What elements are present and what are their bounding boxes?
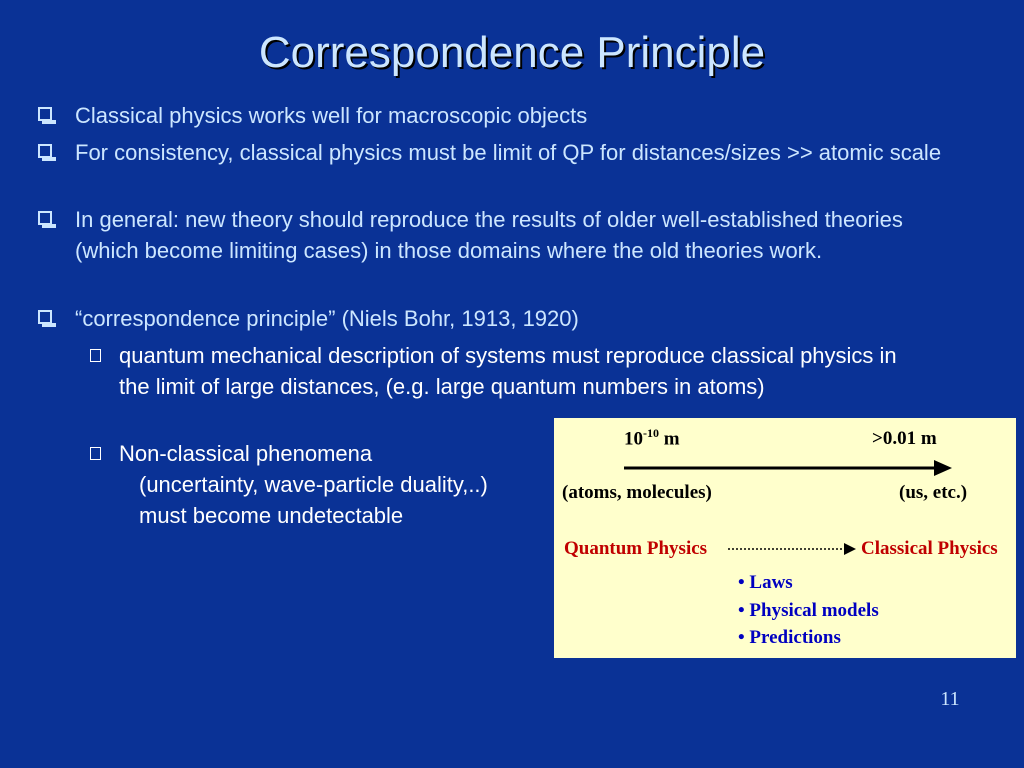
bullet-text: In general: new theory should reproduce the results of older well-established theories (which become limiting cases) in those domains where the old theories work. <box>75 207 903 263</box>
subbullet-text: Non-classical phenomena <box>119 441 373 466</box>
us-example: (us, etc.) <box>899 482 968 503</box>
subbullet-continuation: must become undetectable <box>139 503 404 528</box>
large-scale-label: >0.01 m <box>872 428 937 449</box>
checkbox-bullet-icon <box>38 107 52 121</box>
figure-item-predictions: • Predictions <box>738 627 841 648</box>
figure-item-laws: • Laws <box>738 572 793 593</box>
checkbox-bullet-icon <box>38 211 52 225</box>
checkbox-bullet-icon <box>38 310 52 324</box>
square-bullet-icon <box>90 349 101 362</box>
quantum-physics-label: Quantum Physics <box>564 538 708 559</box>
subbullet-text: quantum mechanical description of systems must reproduce classical physics in the limit of large distances, (e.g. large quantum numbers in atoms) <box>119 343 897 399</box>
bullet-text: Classical physics works well for macroscopic objects <box>75 103 588 128</box>
figure-item-models: • Physical models <box>738 600 879 621</box>
subbullet-continuation: (uncertainty, wave-particle duality,..) <box>139 472 488 497</box>
checkbox-bullet-icon <box>38 144 52 158</box>
slide-title: Correspondence Principle <box>258 28 766 77</box>
page-number: 11 <box>940 688 960 710</box>
scale-diagram <box>554 418 1016 658</box>
atoms-example: (atoms, molecules) <box>562 482 712 503</box>
bullet-text: For consistency, classical physics must be limit of QP for distances/sizes >> atomic scale <box>75 140 942 165</box>
small-scale-label: $10^{-10}$ m <box>624 426 680 450</box>
bullet-text: “correspondence principle” (Niels Bohr, 1913, 1920) <box>75 306 579 331</box>
square-bullet-icon <box>90 447 101 460</box>
classical-physics-label: Classical Physics <box>861 538 998 559</box>
